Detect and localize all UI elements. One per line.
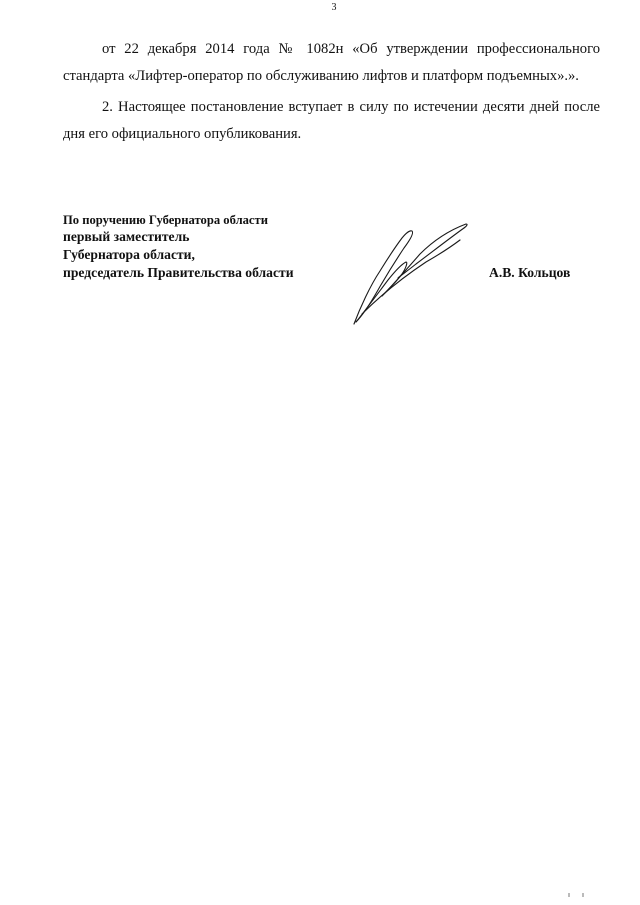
- signer-title-line-3: председатель Правительства области: [63, 265, 294, 280]
- paragraph-1: от 22 декабря 2014 года № 1082н «Об утверждении профессионального стандарта «Лифтер-оператор по обслуживанию лифтов и платформ подъемных».».: [63, 41, 600, 84]
- paragraph-2: 2. Настоящее постановление вступает в силу по истечении десяти дней после дня его официального опубликования.: [63, 99, 600, 142]
- on-behalf-line: По поручению Губернатора области: [63, 213, 268, 227]
- signer-title-line-1: первый заместитель: [63, 229, 190, 244]
- handwritten-signature: [340, 216, 480, 331]
- signer-title-line-2: Губернатора области,: [63, 247, 195, 262]
- page-number: 3: [331, 2, 337, 13]
- scan-marks: [566, 890, 586, 900]
- body-text: [63, 36, 600, 148]
- signer-name: А.В. Кольцов: [489, 265, 571, 280]
